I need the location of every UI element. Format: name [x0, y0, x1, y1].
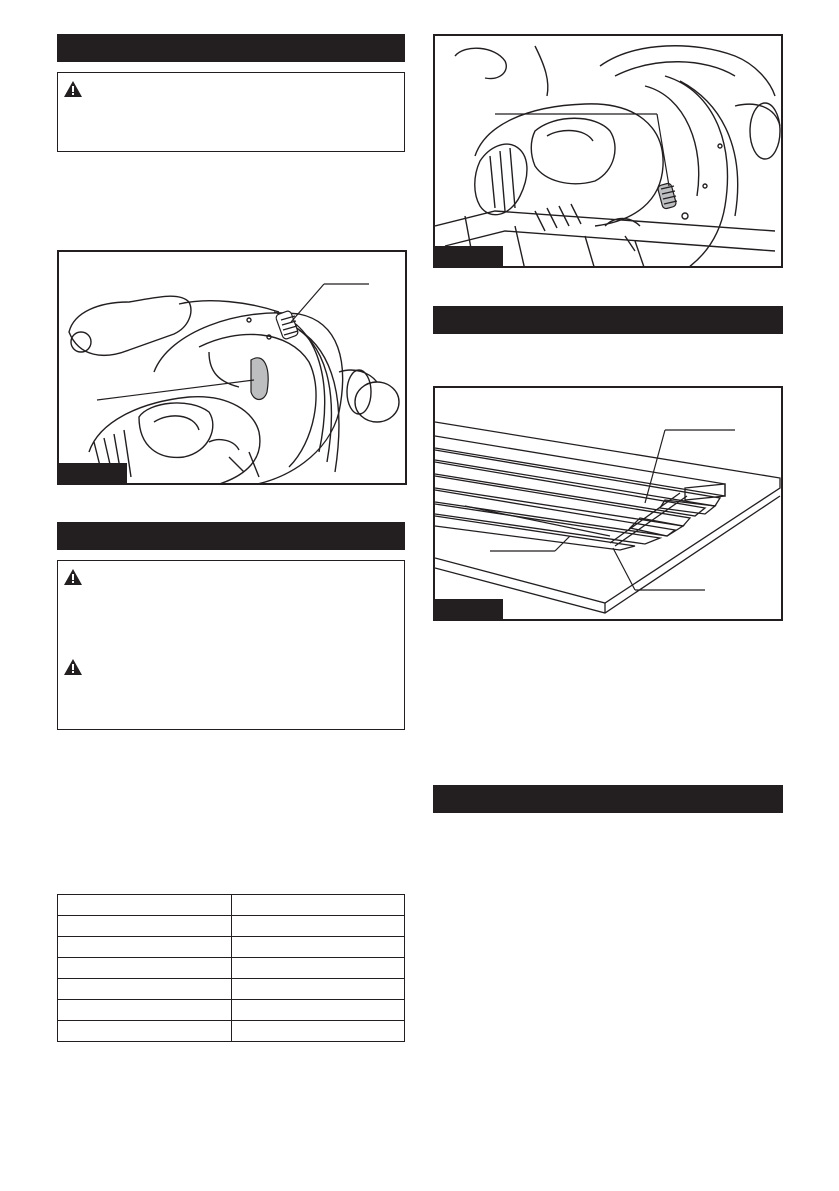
section-header-bar-1	[57, 34, 405, 62]
table-row	[58, 916, 405, 937]
warning-box-2	[57, 560, 405, 730]
table-cell	[231, 958, 405, 979]
section-header-bar-4	[433, 785, 783, 813]
guide-rail-illustration	[435, 388, 783, 621]
warning-box-1	[57, 72, 405, 152]
section-header-bar-2	[57, 522, 405, 550]
table-cell	[58, 937, 232, 958]
table-row	[58, 958, 405, 979]
table-cell	[58, 916, 232, 937]
table-cell	[58, 895, 232, 916]
saw-motor-illustration	[435, 36, 783, 268]
table-cell	[231, 979, 405, 1000]
figure-guide-rail	[433, 386, 783, 621]
table-cell	[231, 895, 405, 916]
section-header-bar-3	[433, 306, 783, 334]
adjusting-knob	[657, 183, 677, 210]
figure-label-tab	[435, 246, 503, 266]
table-cell	[58, 979, 232, 1000]
adjusting-knob	[275, 310, 299, 340]
spec-table	[57, 894, 405, 1042]
table-cell	[231, 1000, 405, 1021]
warning-triangle-icon	[64, 81, 82, 97]
table-cell	[58, 958, 232, 979]
table-row	[58, 937, 405, 958]
table-cell	[58, 1021, 232, 1042]
table-row	[58, 979, 405, 1000]
figure-saw-motor-view	[433, 34, 783, 268]
figure-label-tab	[435, 599, 503, 619]
table-cell	[231, 916, 405, 937]
warning-triangle-icon	[64, 659, 82, 675]
table-row	[58, 895, 405, 916]
saw-side-illustration	[59, 252, 407, 485]
table-row	[58, 1000, 405, 1021]
figure-label-tab	[59, 463, 127, 483]
table-cell	[231, 1021, 405, 1042]
warning-triangle-icon	[64, 569, 82, 585]
table-cell	[58, 1000, 232, 1021]
figure-saw-side-view	[57, 250, 407, 485]
table-row	[58, 1021, 405, 1042]
table-cell	[231, 937, 405, 958]
